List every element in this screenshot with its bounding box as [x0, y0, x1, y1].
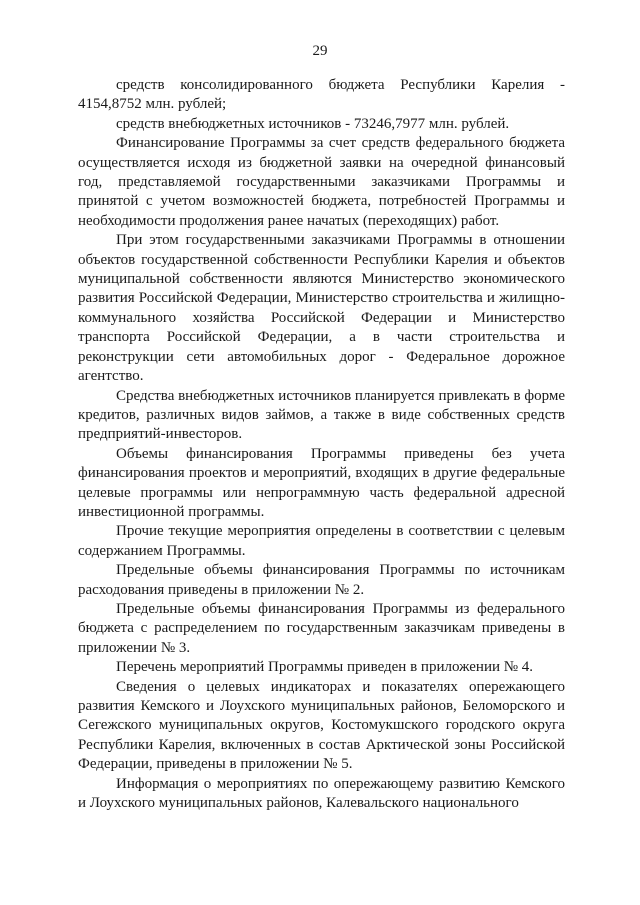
paragraph: Информация о мероприятиях по опережающему развитию Кемского и Лоухского муниципальных районов, Калевальского национального — [78, 775, 565, 812]
paragraph: Предельные объемы финансирования Программы из федерального бюджета с распределением по государственным заказчикам приведены в приложении № 3. — [78, 600, 565, 656]
paragraph: Прочие текущие мероприятия определены в соответствии с целевым содержанием Программы. — [78, 523, 565, 559]
page-number: 29 — [312, 43, 328, 59]
paragraph: Объемы финансирования Программы приведены без учета финансирования проектов и мероприятий, входящих в другие федеральные целевые программы или непрограммную часть федеральной адресной инвестиционной программы. — [78, 445, 565, 520]
paragraph: Сведения о целевых индикаторах и показателях опережающего развития Кемского и Лоухского муниципальных районов, Беломорского и Сегежского муниципальных округов, Костомукшского городского округа Республики Карелия, включенных в состав Арктической зоны Российской Федерации, приведены в приложении № 5. — [78, 678, 565, 773]
paragraph: Предельные объемы финансирования Программы по источникам расходования приведены в приложении № 2. — [78, 562, 565, 598]
document-body — [78, 76, 565, 813]
paragraph: При этом государственными заказчиками Программы в отношении объектов государственной собственности Республики Карелия и объектов муниципальной собственности являются Министерство экономического развития Российской Федерации, Министерство строительства и жилищно-коммунального хозяйства Российской Федерации и Министерство транспорта Российской Федерации, а в части строительства и реконструкции сети автомобильных дорог - Федеральное дорожное агентство. — [78, 232, 565, 385]
paragraph: Финансирование Программы за счет средств федерального бюджета осуществляется исходя из бюджетной заявки на очередной финансовый год, представляемой государственными заказчиками Программы и принятой с учетом возможностей бюджета, потребностей Программы и необходимости продолжения ранее начатых (переходящих) работ. — [78, 135, 565, 229]
paragraph: средств консолидированного бюджета Республики Карелия - 4154,8752 млн. рублей; — [78, 77, 565, 113]
paragraph: Перечень мероприятий Программы приведен в приложении № 4. — [116, 659, 534, 676]
paragraph: средств внебюджетных источников - 73246,7977 млн. рублей. — [116, 115, 510, 132]
paragraph: Средства внебюджетных источников планируется привлекать в форме кредитов, различных видов займов, а также в виде собственных средств предприятий-инвесторов. — [78, 387, 565, 443]
